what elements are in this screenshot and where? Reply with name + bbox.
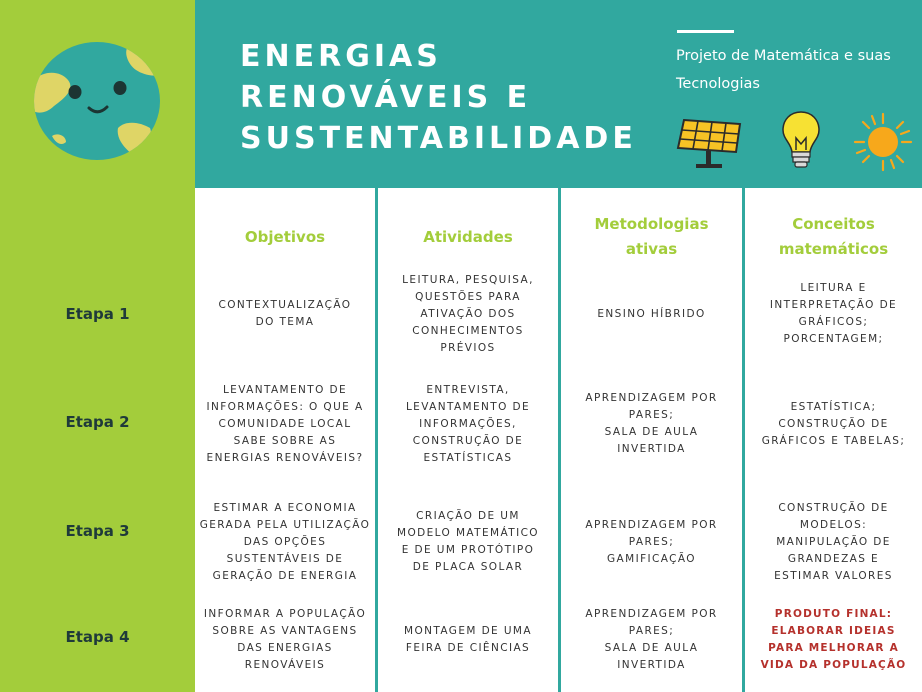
cell-line: LEVANTAMENTO DE xyxy=(405,400,531,413)
column-header-line: Metodologias xyxy=(594,215,709,233)
cell-line: INVERTIDA xyxy=(617,659,686,671)
cell-line: CONTEXTUALIZAÇÃO xyxy=(218,299,352,311)
cell-line: ENTREVISTA, xyxy=(426,383,510,396)
table-cell xyxy=(378,498,558,586)
cell-line: MODELO MATEMÁTICO xyxy=(397,527,539,539)
column-header-objetivos xyxy=(195,210,375,264)
column-header-line: Atividades xyxy=(423,227,513,246)
cell-line: APRENDIZAGEM POR xyxy=(585,518,718,531)
cell-line: CRIAÇÃO DE UM xyxy=(416,510,520,522)
table-cell xyxy=(561,380,742,468)
main-title-line: ENERGIAS xyxy=(240,39,442,74)
table-cell xyxy=(195,498,375,586)
cell-line: GRANDEZAS E xyxy=(787,552,880,565)
cell-line: INFORMAÇÕES, xyxy=(419,417,517,430)
table-cell xyxy=(378,602,558,678)
cell-line: MODELOS: xyxy=(799,518,868,531)
cell-line: DE PLACA SOLAR xyxy=(412,561,524,573)
cell-line: DO TEMA xyxy=(255,316,315,328)
cell-line: INFORMAÇÕES: O QUE A xyxy=(206,400,364,413)
column-header-line: ativas xyxy=(625,240,678,258)
cell-line: MANIPULAÇÃO DE xyxy=(776,535,891,548)
cell-line: PRODUTO FINAL: xyxy=(774,608,893,620)
cell-line: CONSTRUÇÃO DE xyxy=(778,417,889,430)
cell-line: PORCENTAGEM; xyxy=(783,333,884,345)
cell-line: SUSTENTÁVEIS DE xyxy=(226,552,344,565)
cell-line: ENSINO HÍBRIDO xyxy=(597,307,706,320)
cell-line: ENERGIAS RENOVÁVEIS? xyxy=(206,451,364,464)
cell-line: LEITURA E xyxy=(800,282,867,294)
table-cell xyxy=(561,272,742,356)
cell-line: APRENDIZAGEM POR xyxy=(585,608,718,620)
cell-line: APRENDIZAGEM POR xyxy=(585,392,718,404)
cell-line: ATIVAÇÃO DOS xyxy=(420,307,516,320)
cell-line: GERADA PELA UTILIZAÇÃO xyxy=(199,518,371,531)
cell-line: MONTAGEM DE UMA xyxy=(404,625,532,637)
cell-line: CONHECIMENTOS xyxy=(412,324,524,337)
cell-line: QUESTÕES PARA xyxy=(415,290,521,303)
cell-line: E DE UM PROTÓTIPO xyxy=(401,544,535,556)
table-cell xyxy=(745,498,922,586)
subtitle-line: Tecnologias xyxy=(676,76,760,92)
main-title-line: SUSTENTABILIDADE xyxy=(240,121,637,156)
cell-line: INFORMAR A POPULAÇÃO xyxy=(203,608,367,620)
cell-line: DAS OPÇÕES xyxy=(243,535,327,548)
cell-line: GRÁFICOS E TABELAS; xyxy=(761,434,906,447)
light-bulb-icon xyxy=(781,110,821,172)
table-cell xyxy=(195,272,375,356)
subtitle-line: Projeto de Matemática e suas xyxy=(676,48,891,64)
table-cell xyxy=(561,602,742,678)
table-cell xyxy=(745,380,922,468)
cell-line: SOBRE AS VANTAGENS xyxy=(212,625,358,637)
table-cell xyxy=(195,602,375,678)
cell-line: INVERTIDA xyxy=(617,443,686,455)
cell-line: FEIRA DE CIÊNCIAS xyxy=(405,642,531,654)
table-cell xyxy=(378,272,558,356)
row-label-etapa-4: Etapa 4 xyxy=(65,628,130,646)
table-cell xyxy=(561,498,742,586)
cell-line: SALA DE AULA xyxy=(604,426,699,438)
sun-icon xyxy=(853,112,913,172)
cell-line: RENOVÁVEIS xyxy=(244,659,326,671)
cell-line: PARES; xyxy=(628,535,675,548)
main-title-line: RENOVÁVEIS E xyxy=(240,80,532,115)
column-header-line: Objetivos xyxy=(244,227,326,246)
table-cell xyxy=(195,380,375,468)
cell-line: CONSTRUÇÃO DE xyxy=(412,434,524,447)
cell-line: ELABORAR IDEIAS xyxy=(771,625,896,637)
column-header-line: Conceitos xyxy=(792,215,875,233)
cell-line: ESTATÍSTICAS xyxy=(423,451,513,464)
row-label-etapa-1: Etapa 1 xyxy=(65,305,130,323)
column-header-line: matemáticos xyxy=(778,240,889,258)
cell-line: PARES; xyxy=(628,409,675,421)
cell-line: DAS ENERGIAS xyxy=(237,642,333,654)
cell-line: ESTATÍSTICA; xyxy=(790,400,877,413)
cell-line: GRÁFICOS; xyxy=(798,316,869,328)
cell-line: COMUNIDADE LOCAL xyxy=(218,417,352,430)
cell-line: GAMIFICAÇÃO xyxy=(607,552,696,565)
cell-line: CONSTRUÇÃO DE xyxy=(778,501,889,514)
cell-line: LEITURA, PESQUISA, xyxy=(402,273,534,286)
cell-line: PRÉVIOS xyxy=(440,341,496,354)
table-cell xyxy=(745,272,922,356)
table-cell xyxy=(378,380,558,468)
earth-icon xyxy=(32,40,162,162)
cell-line: SABE SOBRE AS xyxy=(233,434,337,447)
solar-panel-icon xyxy=(676,114,744,172)
cell-line: LEVANTAMENTO DE xyxy=(222,383,348,396)
cell-line: SALA DE AULA xyxy=(604,642,699,654)
main-title xyxy=(240,36,660,159)
cell-line: PARA MELHORAR A xyxy=(768,642,899,654)
cell-line: INTERPRETAÇÃO DE xyxy=(769,299,898,311)
cell-line: ESTIMAR A ECONOMIA xyxy=(213,501,357,514)
row-label-etapa-2: Etapa 2 xyxy=(65,413,130,431)
row-label-etapa-3: Etapa 3 xyxy=(65,522,130,540)
column-header-conceitos xyxy=(745,210,922,264)
cell-line: PARES; xyxy=(628,625,675,637)
subtitle-rule xyxy=(677,30,734,33)
column-header-metodologias xyxy=(561,210,742,264)
column-header-atividades xyxy=(378,210,558,264)
cell-line: VIDA DA POPULAÇÃO xyxy=(760,659,907,671)
subtitle xyxy=(676,42,906,98)
final-product-cell xyxy=(745,602,922,678)
cell-line: GERAÇÃO DE ENERGIA xyxy=(212,569,358,582)
cell-line: ESTIMAR VALORES xyxy=(774,569,893,582)
